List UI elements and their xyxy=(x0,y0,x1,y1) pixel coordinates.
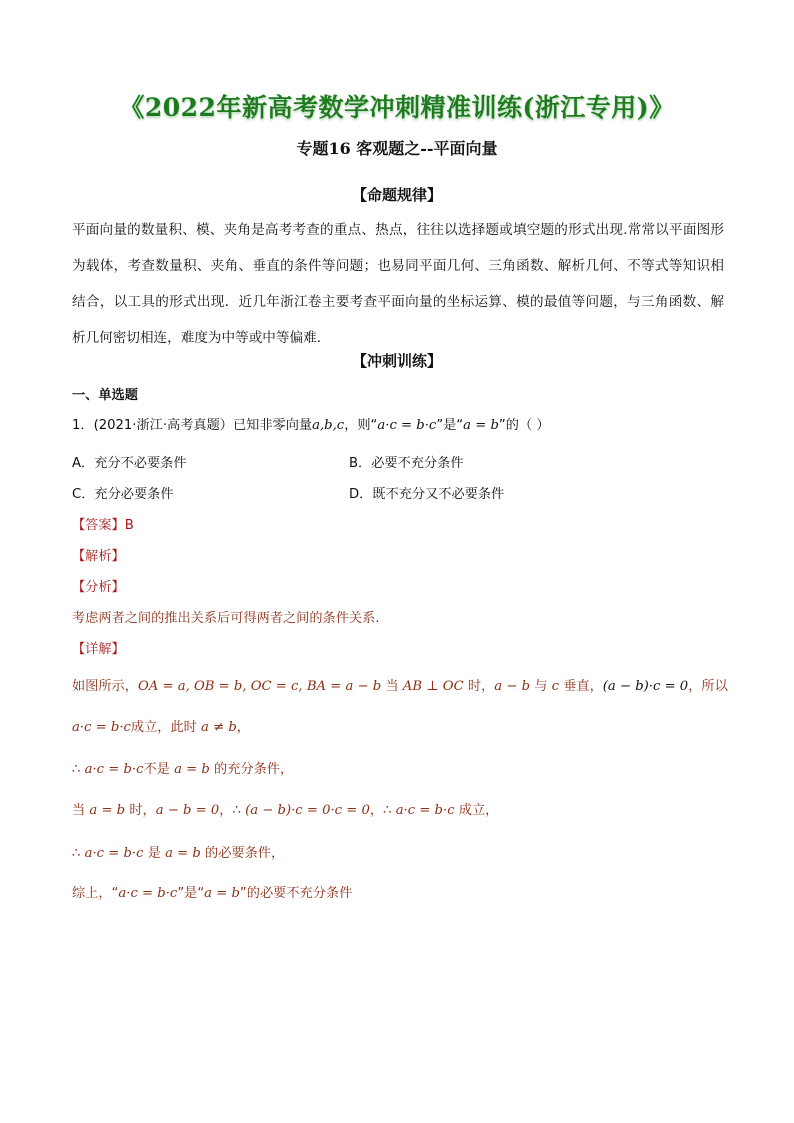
d3d: a = b xyxy=(174,762,210,777)
d3b: a·c = b·c xyxy=(84,762,144,777)
d6c: ”是“ xyxy=(177,886,205,901)
d2c: a ≠ b xyxy=(201,720,237,735)
fenxi-text: 考虑两者之间的推出关系后可得两者之间的条件关系. xyxy=(72,611,380,626)
d4b: a = b xyxy=(89,803,126,818)
stem-mid: ，则“ xyxy=(344,418,378,433)
main-title: 《2022年新高考数学冲刺精准训练(浙江专用)》 xyxy=(119,93,675,122)
d2a: a·c = b·c xyxy=(72,720,131,735)
d4i: 成立， xyxy=(454,803,499,818)
d5c: 是 xyxy=(143,846,166,861)
answer-label: 【答案】B xyxy=(72,518,134,533)
rule-paragraph: 平面向量的数量积、模、夹角是高考考查的重点、热点，往往以选择题或填空题的形式出现.常常以平面图形为载体，考查数量积、夹角、垂直的条件等问题；也易同平面几何、三角函数、解析几何、不等式等知识相结合，以工具的形式出现．近几年浙江卷主要考查平面向量的坐标运算、模的最值等问题，与三角函数、解析几何密切相连，难度为中等或中等偏难. xyxy=(72,222,724,346)
d4f: (a − b)·c = 0·c = 0 xyxy=(245,803,370,818)
part-label: 一、单选题 xyxy=(72,388,138,403)
d1i: 垂直， xyxy=(559,679,603,694)
d4e: ，∴ xyxy=(219,803,246,818)
d6e: ”的必要不充分条件 xyxy=(239,886,353,901)
option-b: B．必要不充分条件 xyxy=(349,456,464,471)
d5e: 的必要条件， xyxy=(200,846,285,861)
d4d: a − b = 0 xyxy=(155,803,220,818)
sub-title: 专题16 客观题之--平面向量 xyxy=(296,139,498,158)
analysis-label: 【解析】 xyxy=(72,549,125,564)
d6a: 综上，“ xyxy=(72,886,119,901)
d4a: 当 xyxy=(72,803,90,818)
d1c: 当 xyxy=(381,679,403,694)
d4c: 时， xyxy=(125,803,156,818)
d2d: ， xyxy=(236,720,250,735)
detail-line-5 xyxy=(72,842,284,861)
condition-expr: a·c = b·c xyxy=(377,418,437,433)
d4g: ，∴ xyxy=(369,803,396,818)
section-heading-rule: 【命题规律】 xyxy=(351,186,442,204)
d5a: ∴ xyxy=(72,846,85,861)
d1a: 如图所示， xyxy=(72,679,138,694)
option-a: A．充分不必要条件 xyxy=(72,456,187,471)
d1e: 时， xyxy=(463,679,495,694)
d3a: ∴ xyxy=(72,762,85,777)
d3c: 不是 xyxy=(143,762,175,777)
stem-prefix: 1．(2021·浙江·高考真题）已知非零向量 xyxy=(72,418,313,433)
d4h: a·c = b·c xyxy=(395,803,455,818)
detail-line-4 xyxy=(72,799,498,818)
stem-vectors: a,b,c xyxy=(312,418,345,433)
d1g: 与 xyxy=(530,679,552,694)
stem-suffix: ”的（ ） xyxy=(498,418,550,433)
d2b: 成立，此时 xyxy=(130,720,202,735)
d1d: AB ⊥ OC xyxy=(402,679,464,694)
d1k: ，所以 xyxy=(688,679,728,694)
detail-line-3 xyxy=(72,758,293,777)
d6b: a·c = b·c xyxy=(118,886,178,901)
section-heading-drill: 【冲刺训练】 xyxy=(351,352,442,370)
d1b: OA = a, OB = b, OC = c, BA = a − b xyxy=(137,679,382,694)
option-d: D．既不充分又不必要条件 xyxy=(349,487,505,502)
d1j: (a − b)·c = 0 xyxy=(602,679,689,694)
d1f: a − b xyxy=(494,679,531,694)
fenxi-label: 【分析】 xyxy=(72,580,125,595)
detail-label: 【详解】 xyxy=(72,642,125,657)
question-stem xyxy=(72,414,550,433)
option-c: C．充分必要条件 xyxy=(72,487,174,502)
detail-line-2 xyxy=(72,716,250,735)
detail-line-6 xyxy=(72,882,352,901)
d5d: a = b xyxy=(165,846,201,861)
target-expr: a = b xyxy=(463,418,499,433)
d1h: c xyxy=(551,679,559,694)
d5b: a·c = b·c xyxy=(84,846,144,861)
detail-line-1 xyxy=(72,675,728,694)
d6d: a = b xyxy=(204,886,240,901)
d3e: 的充分条件， xyxy=(209,762,294,777)
stem-mid2: ”是“ xyxy=(436,418,464,433)
